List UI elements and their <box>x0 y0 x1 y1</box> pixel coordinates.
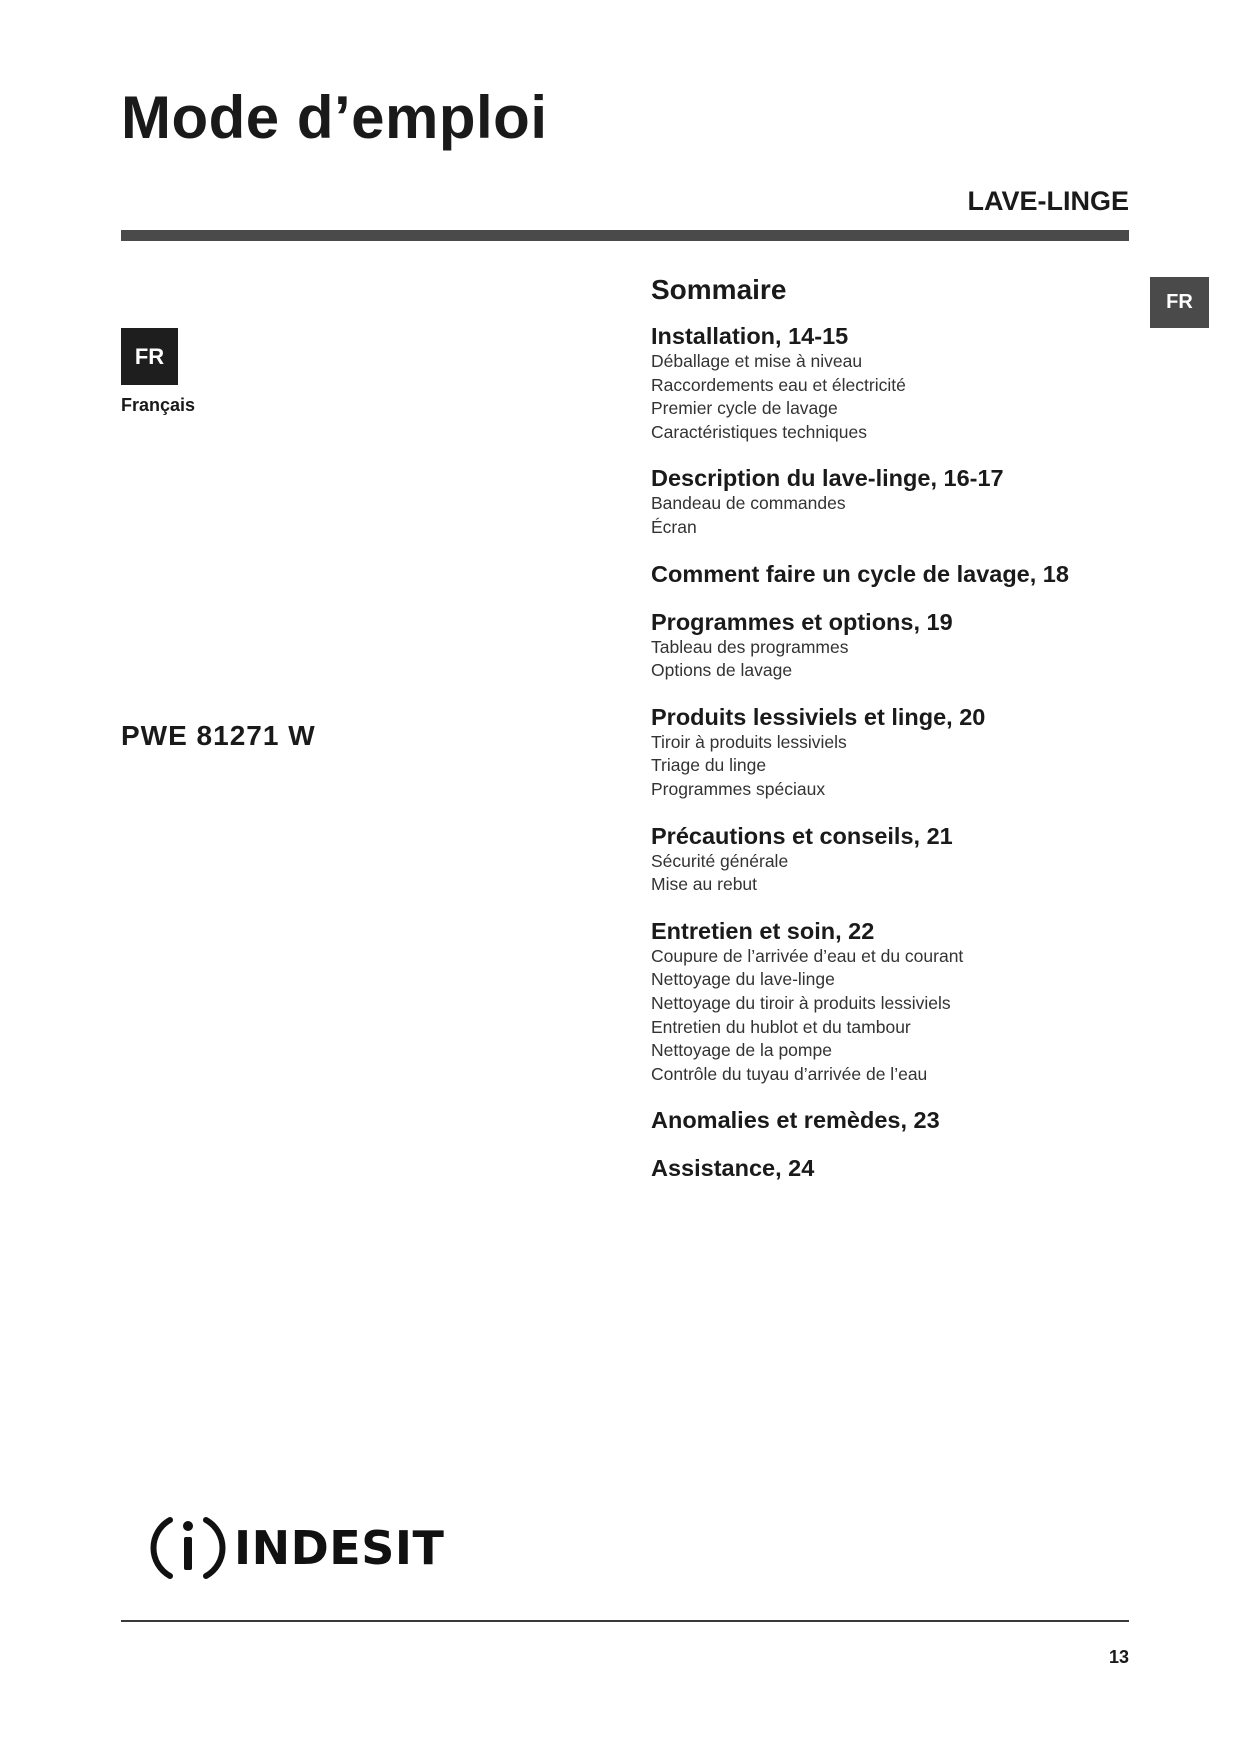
toc-section <box>651 1106 1131 1134</box>
brand-logo <box>150 1510 444 1585</box>
toc-section-title: Anomalies et remèdes, 23 <box>651 1107 940 1134</box>
toc-section-item: Bandeau de commandes <box>651 493 846 514</box>
toc-section-item: Nettoyage du lave-linge <box>651 969 835 990</box>
toc-section-title: Précautions et conseils, 21 <box>651 822 953 849</box>
toc-section-item: Premier cycle de lavage <box>651 398 838 419</box>
toc-section <box>651 917 1131 1087</box>
toc-section-item: Options de lavage <box>651 660 793 681</box>
toc-section-item: Nettoyage de la pompe <box>651 1040 832 1061</box>
toc-section <box>651 703 1131 802</box>
toc-section-title: Assistance, 24 <box>651 1155 815 1182</box>
language-name: Français <box>121 395 196 415</box>
toc-section <box>651 822 1131 897</box>
toc-section-item: Coupure de l’arrivée d’eau et du courant <box>651 945 964 966</box>
toc-sections <box>651 322 1131 1182</box>
toc-section <box>651 560 1131 588</box>
table-of-contents <box>651 272 1131 1202</box>
toc-section-item: Tiroir à produits lessiviels <box>651 731 847 752</box>
header-divider <box>121 230 1129 241</box>
toc-section-item: Sécurité générale <box>651 850 789 871</box>
toc-section-item: Nettoyage du tiroir à produits lessiviels <box>651 992 951 1013</box>
page-title: Mode d’emploi <box>121 84 548 151</box>
info-circle-logo-icon <box>150 1510 226 1586</box>
toc-section-item: Programmes spéciaux <box>651 778 826 799</box>
toc-section-title: Programmes et options, 19 <box>651 608 953 635</box>
toc-section-item: Raccordements eau et électricité <box>651 374 906 395</box>
footer-divider <box>121 1620 1129 1622</box>
toc-section-item: Caractéristiques techniques <box>651 421 867 442</box>
toc-heading: Sommaire <box>651 274 787 305</box>
toc-section <box>651 1154 1131 1182</box>
toc-section-title: Produits lessiviels et linge, 20 <box>651 703 986 730</box>
brand-wordmark: INDESIT <box>234 1520 445 1575</box>
side-language-tab: FR <box>1150 277 1209 328</box>
product-category: LAVE-LINGE <box>967 186 1129 216</box>
toc-section <box>651 322 1131 444</box>
toc-section-item: Tableau des programmes <box>651 636 849 657</box>
toc-section-title: Entretien et soin, 22 <box>651 917 875 944</box>
toc-section-title: Installation, 14-15 <box>651 323 849 349</box>
toc-section-item: Entretien du hublot et du tambour <box>651 1016 911 1037</box>
toc-section-item: Déballage et mise à niveau <box>651 351 863 371</box>
toc-section-item: Triage du linge <box>651 755 767 776</box>
toc-section-title: Comment faire un cycle de lavage, 18 <box>651 560 1069 587</box>
toc-section-item: Écran <box>651 516 697 537</box>
model-number: PWE 81271 W <box>121 720 316 751</box>
toc-section-item: Mise au rebut <box>651 874 758 895</box>
language-badge: FR <box>121 328 178 385</box>
toc-section <box>651 608 1131 683</box>
toc-section <box>651 464 1131 539</box>
page-number: 13 <box>1108 1647 1129 1667</box>
toc-section-title: Description du lave-linge, 16-17 <box>651 465 1004 492</box>
toc-section-item: Contrôle du tuyau d’arrivée de l’eau <box>651 1063 928 1084</box>
